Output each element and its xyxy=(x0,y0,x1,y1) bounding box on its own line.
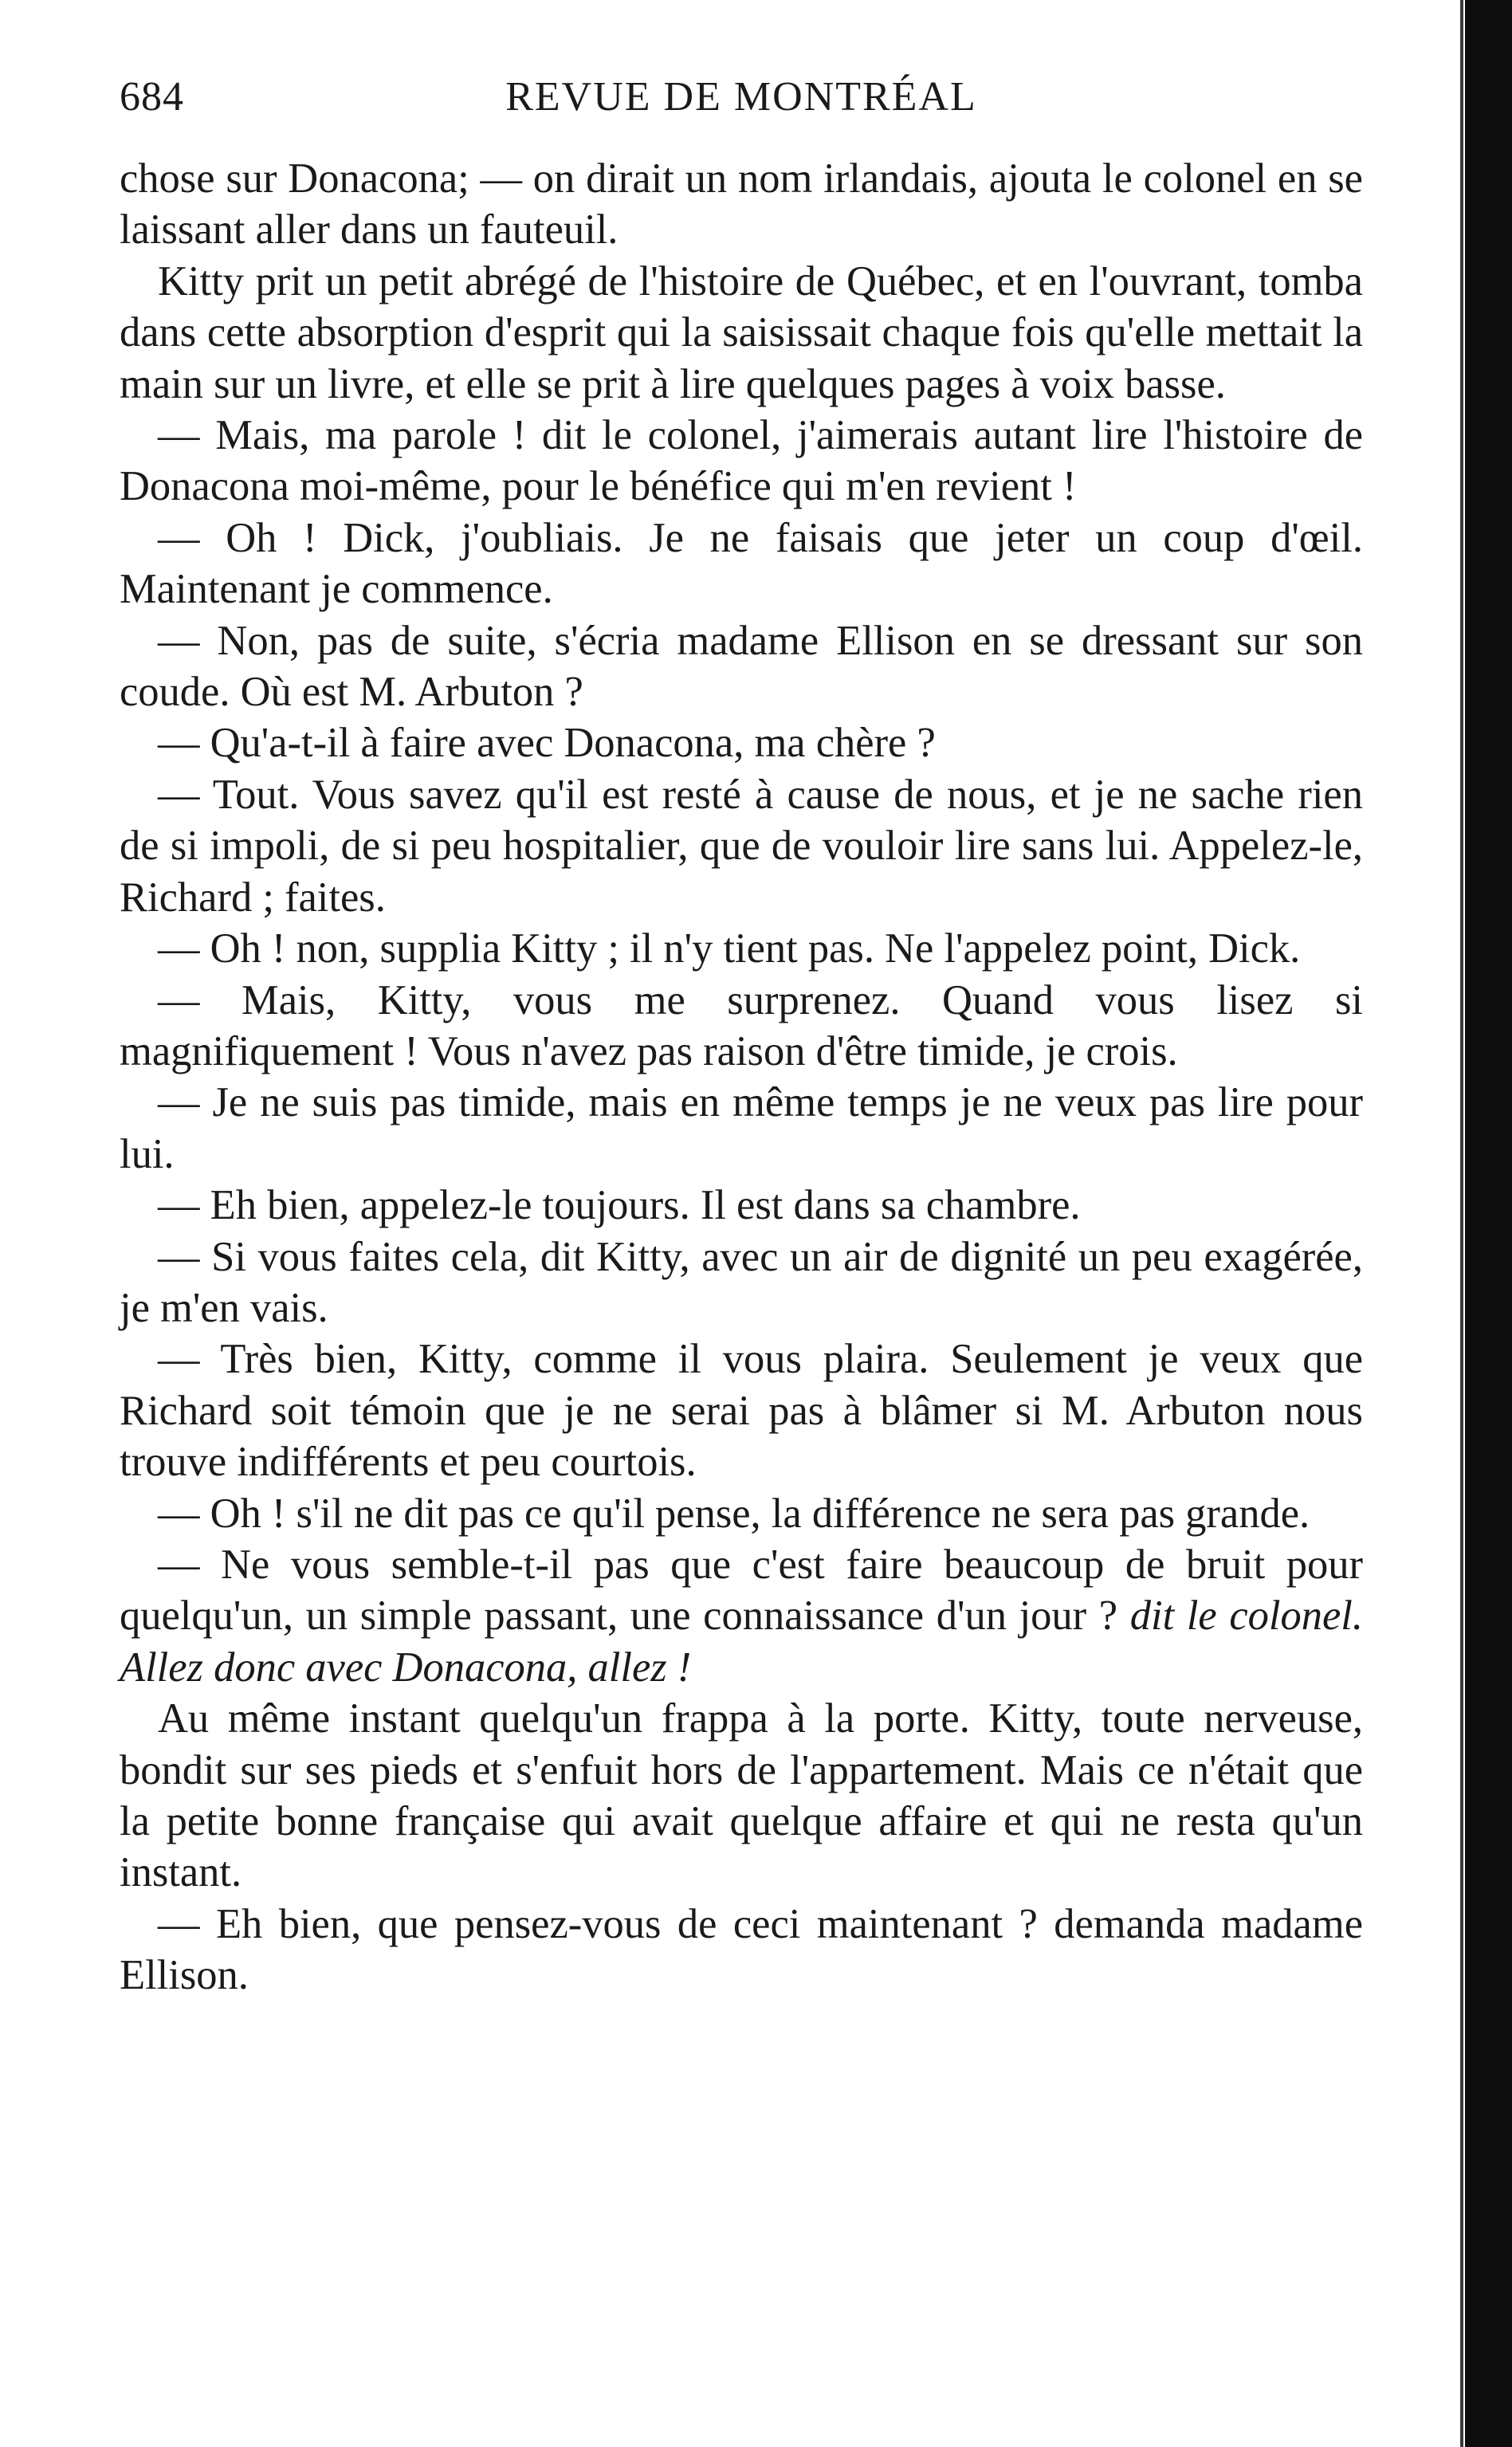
paragraph: — Oh ! non, supplia Kitty ; il n'y tient pas. Ne l'appelez point, Dick. xyxy=(158,925,1301,972)
paragraph: — Je ne suis pas timide, mais en même temps je ne veux pas lire pour lui. xyxy=(120,1079,1363,1177)
paragraph: — Oh ! s'il ne dit pas ce qu'il pense, la différence ne sera pas grande. xyxy=(158,1490,1310,1537)
paragraph: — Très bien, Kitty, comme il vous plaira. Seulement je veux que Richard soit témoin que je ne serai pas à blâmer si M. Arbuton nous trouve indifférents et peu courtois. xyxy=(120,1336,1363,1486)
paragraph: — Mais, Kitty, vous me surprenez. Quand vous lisez si magnifiquement ! Vous n'avez pas raison d'être timide, je crois. xyxy=(120,976,1363,1074)
page-body xyxy=(120,153,1363,2001)
paragraph: — Mais, ma parole ! dit le colonel, j'aimerais autant lire l'histoire de Donacona moi-même, pour le bénéfice qui m'en revient ! xyxy=(120,412,1363,510)
paragraph: — Si vous faites cela, dit Kitty, avec un air de dignité un peu exagérée, je m'en vais. xyxy=(120,1233,1363,1331)
running-head: REVUE DE MONTRÉAL xyxy=(505,74,977,120)
paragraph: chose sur Donacona; — on dirait un nom irlandais, ajouta le colonel en se laissant aller dans un fauteuil. xyxy=(120,155,1363,253)
paragraph: — Non, pas de suite, s'écria madame Ellison en se dressant sur son coude. Où est M. Arbuton ? xyxy=(120,617,1363,716)
paragraph: — Qu'a-t-il à faire avec Donacona, ma chère ? xyxy=(158,720,936,767)
page-header xyxy=(120,57,1363,137)
page-edge-shadow xyxy=(1460,0,1463,2447)
paragraph: — Eh bien, que pensez-vous de ceci maintenant ? demanda madame Ellison. xyxy=(120,1900,1363,1999)
paragraph: Kitty prit un petit abrégé de l'histoire de Québec, et en l'ouvrant, tomba dans cette absorption d'esprit qui la saisissait chaque fois qu'elle mettait la main sur un livre, et elle se prit à lire quelques pages à voix basse. xyxy=(120,257,1363,407)
paragraph-italic-tail: dit le colonel. Allez donc avec Donacona, allez ! xyxy=(120,1593,1363,1691)
page-number: 684 xyxy=(120,74,184,120)
paragraph: — Tout. Vous savez qu'il est resté à cause de nous, et je ne sache rien de si impoli, de si peu hospitalier, que de vouloir lire sans lui. Appelez-le, Richard ; faites. xyxy=(120,771,1363,921)
paragraph: Au même instant quelqu'un frappa à la porte. Kitty, toute nerveuse, bondit sur ses pieds et s'enfuit hors de l'appartement. Mais ce n'était que la petite bonne française qui avait quelque affaire et qui ne resta qu'un instant. xyxy=(120,1695,1363,1896)
paragraph xyxy=(120,1539,1363,1693)
page-edge-scan-border xyxy=(1465,0,1512,2447)
paragraph: — Eh bien, appelez-le toujours. Il est dans sa chambre. xyxy=(158,1182,1081,1229)
paragraph-text: — Ne vous semble-t-il pas que c'est faire beaucoup de bruit pour quelqu'un, un simple passant, une connaissance d'un jour ? xyxy=(120,1541,1363,1640)
paragraph: — Oh ! Dick, j'oubliais. Je ne faisais que jeter un coup d'œil. Maintenant je commence. xyxy=(120,514,1363,613)
